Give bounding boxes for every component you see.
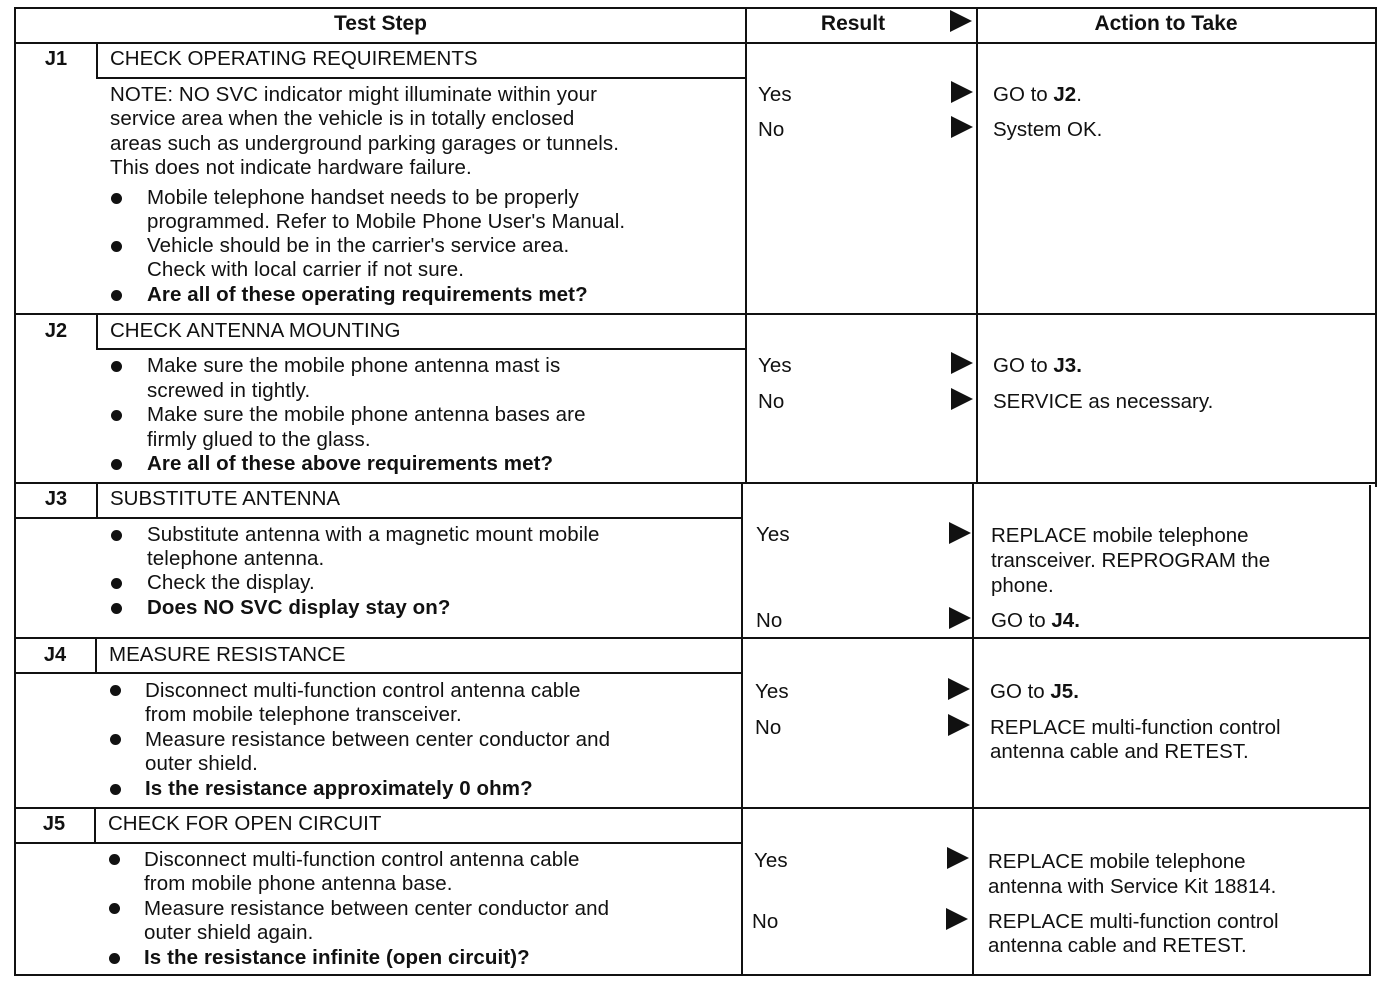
step-id: J3 [44, 488, 68, 510]
bullet-question: Are all of these above requirements met? [147, 452, 554, 475]
row-sep-j1-j2 [14, 313, 1377, 315]
bullet-line: programmed. Refer to Mobile Phone User's Manual. [147, 210, 626, 233]
id-col-sep-j1 [96, 42, 98, 79]
action-no: SERVICE as necessary. [993, 390, 1214, 413]
table-right-border [1375, 7, 1377, 487]
title-underline-j4 [14, 672, 742, 674]
step-title: CHECK FOR OPEN CIRCUIT [108, 812, 382, 835]
result-yes: Yes [756, 523, 790, 546]
result-no: No [752, 910, 779, 933]
step-id: J5 [42, 813, 66, 835]
bullet-question: Are all of these operating requirements met? [147, 283, 588, 306]
col-sep-result-action [976, 7, 978, 482]
bullet-line: Check with local carrier if not sure. [147, 258, 465, 281]
action-yes: GO to J2. [993, 83, 1082, 106]
bullet-icon [111, 241, 122, 252]
bullet-line: Measure resistance between center conductor and [145, 728, 611, 751]
bullet-icon [111, 603, 122, 614]
row-sep-j2-j3 [14, 482, 1377, 484]
col-sep-test-result-lower [741, 482, 743, 975]
result-arrow-icon [951, 81, 973, 103]
header-result-arrow-icon [950, 10, 972, 32]
note-line: NOTE: NO SVC indicator might illuminate within your [110, 83, 598, 106]
result-arrow-icon [946, 908, 968, 930]
bullet-question: Is the resistance infinite (open circuit)? [144, 946, 530, 969]
bullet-line: from mobile telephone transceiver. [145, 703, 462, 726]
bullet-line: Disconnect multi-function control antenna cable [145, 679, 581, 702]
id-col-sep-j2 [96, 313, 98, 350]
action-no: GO to J4. [991, 609, 1080, 632]
bullet-line: Make sure the mobile phone antenna mast is [147, 354, 561, 377]
note-line: service area when the vehicle is in totally enclosed [110, 107, 575, 130]
result-arrow-icon [951, 352, 973, 374]
step-id: J4 [43, 644, 67, 666]
bullet-icon [111, 410, 122, 421]
title-underline-j2 [96, 348, 746, 350]
title-underline-j1 [96, 77, 746, 79]
bullet-line: screwed in tightly. [147, 379, 311, 402]
result-yes: Yes [754, 849, 788, 872]
id-col-sep-j3 [96, 482, 98, 519]
step-title: CHECK OPERATING REQUIREMENTS [110, 47, 478, 70]
result-arrow-icon [951, 388, 973, 410]
action-yes-line: antenna with Service Kit 18814. [988, 875, 1277, 898]
step-id: J1 [44, 48, 68, 70]
result-arrow-icon [948, 678, 970, 700]
bullet-icon [110, 685, 121, 696]
result-arrow-icon [949, 607, 971, 629]
bullet-line: telephone antenna. [147, 547, 325, 570]
table-bottom-border [14, 974, 1371, 976]
result-arrow-icon [947, 847, 969, 869]
result-yes: Yes [758, 83, 792, 106]
bullet-icon [111, 459, 122, 470]
step-id: J2 [44, 320, 68, 342]
bullet-icon [110, 784, 121, 795]
col-sep-result-action-lower [972, 482, 974, 975]
table-right-border-lower [1369, 485, 1371, 975]
result-no: No [758, 390, 785, 413]
bullet-line: outer shield. [145, 752, 258, 775]
table-top-border [14, 7, 1377, 9]
header-bottom-border [14, 42, 1377, 44]
bullet-icon [111, 290, 122, 301]
step-title: SUBSTITUTE ANTENNA [110, 487, 341, 510]
action-yes: GO to J5. [990, 680, 1079, 703]
bullet-line: from mobile phone antenna base. [144, 872, 453, 895]
bullet-line: Vehicle should be in the carrier's service area. [147, 234, 570, 257]
result-arrow-icon [948, 714, 970, 736]
bullet-line: Mobile telephone handset needs to be properly [147, 186, 579, 209]
title-underline-j5 [14, 842, 742, 844]
bullet-line: firmly glued to the glass. [147, 428, 371, 451]
result-no: No [755, 716, 782, 739]
bullet-line: Check the display. [147, 571, 315, 594]
title-underline-j3 [14, 517, 742, 519]
bullet-line: Measure resistance between center conductor and [144, 897, 610, 920]
result-yes: Yes [755, 680, 789, 703]
bullet-line: outer shield again. [144, 921, 314, 944]
id-col-sep-j4 [95, 637, 97, 674]
step-title: MEASURE RESISTANCE [109, 643, 346, 666]
header-action: Action to Take [1094, 12, 1238, 35]
note-line: areas such as underground parking garages or tunnels. [110, 132, 620, 155]
bullet-icon [111, 530, 122, 541]
action-yes-line: phone. [991, 574, 1054, 597]
action-no-line: antenna cable and RETEST. [990, 740, 1249, 763]
bullet-icon [109, 903, 120, 914]
action-no-line: REPLACE multi-function control [990, 716, 1281, 739]
bullet-question: Is the resistance approximately 0 ohm? [145, 777, 533, 800]
id-col-sep-j5 [94, 807, 96, 844]
result-arrow-icon [951, 116, 973, 138]
result-yes: Yes [758, 354, 792, 377]
action-yes-line: REPLACE mobile telephone [991, 524, 1249, 547]
row-sep-j3-j4 [14, 637, 1371, 639]
result-arrow-icon [949, 522, 971, 544]
bullet-icon [110, 734, 121, 745]
bullet-line: Make sure the mobile phone antenna bases are [147, 403, 586, 426]
action-yes: GO to J3. [993, 354, 1082, 377]
result-no: No [756, 609, 783, 632]
bullet-line: Disconnect multi-function control antenna cable [144, 848, 580, 871]
bullet-icon [109, 854, 120, 865]
bullet-line: Substitute antenna with a magnetic mount mobile [147, 523, 600, 546]
action-yes-line: REPLACE mobile telephone [988, 850, 1246, 873]
step-title: CHECK ANTENNA MOUNTING [110, 319, 401, 342]
bullet-icon [109, 953, 120, 964]
bullet-icon [111, 578, 122, 589]
action-yes-line: transceiver. REPROGRAM the [991, 549, 1271, 572]
bullet-icon [111, 361, 122, 372]
action-no-line: antenna cable and RETEST. [988, 934, 1247, 957]
action-no: System OK. [993, 118, 1103, 141]
note-line: This does not indicate hardware failure. [110, 156, 472, 179]
row-sep-j4-j5 [14, 807, 1371, 809]
bullet-icon [111, 193, 122, 204]
header-test-step: Test Step [334, 12, 427, 35]
action-no-line: REPLACE multi-function control [988, 910, 1279, 933]
header-result: Result [820, 12, 886, 35]
result-no: No [758, 118, 785, 141]
bullet-question: Does NO SVC display stay on? [147, 596, 451, 619]
